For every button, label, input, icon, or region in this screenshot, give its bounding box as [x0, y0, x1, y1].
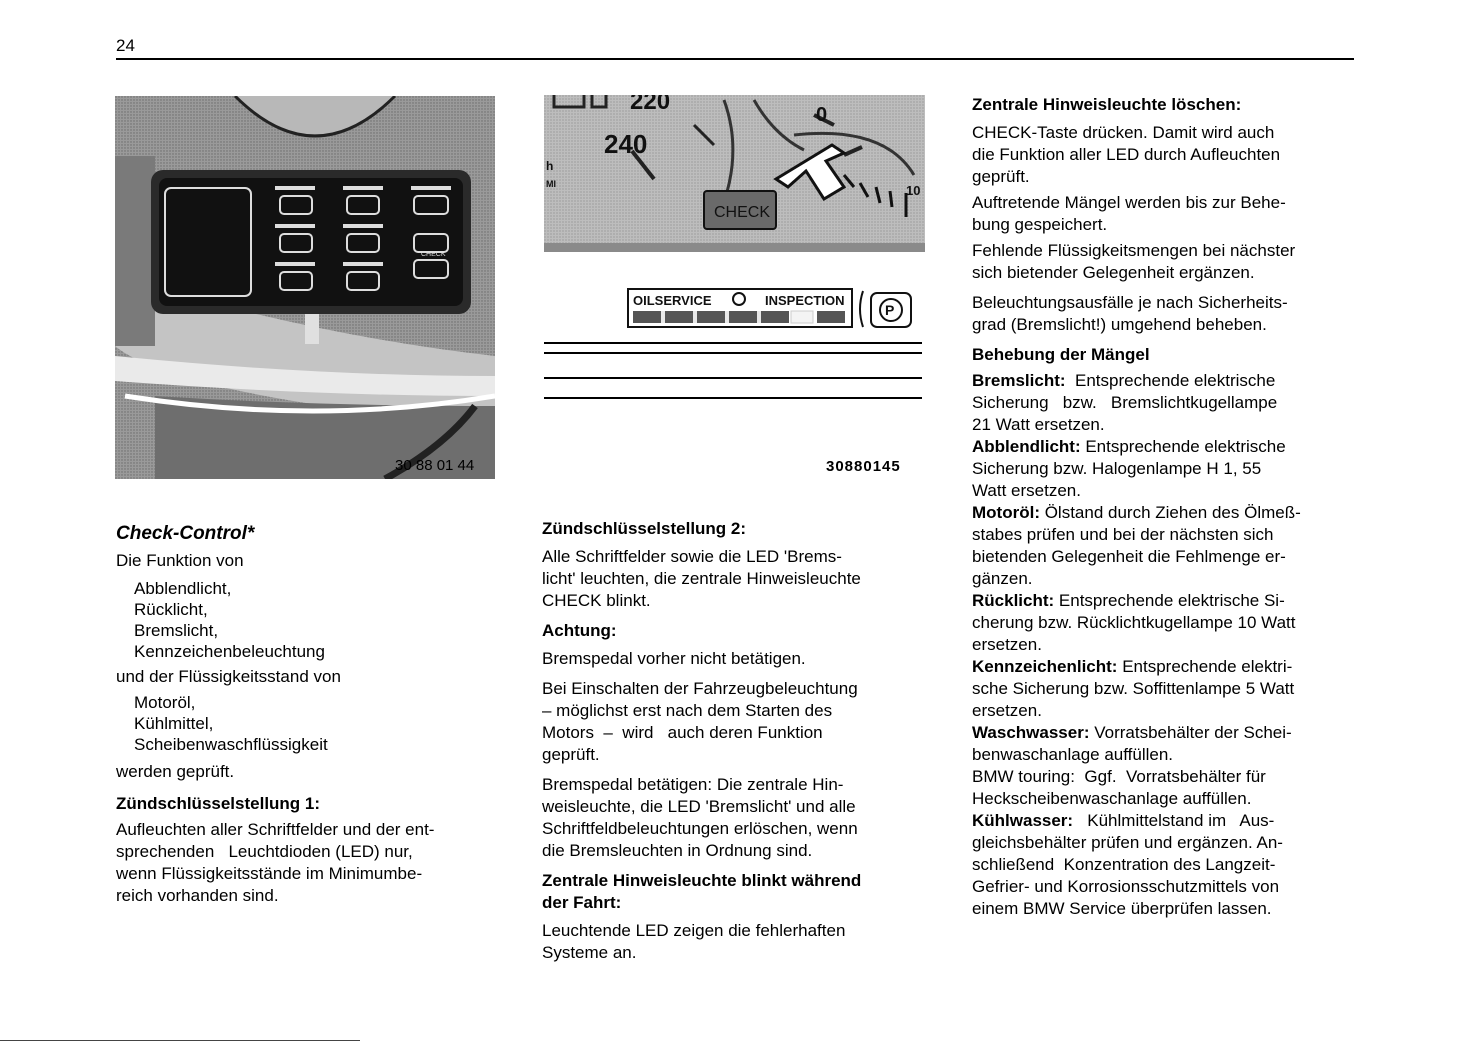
- text-line: licht' leuchten, die zentrale Hinweisleuchte: [542, 569, 861, 588]
- text-line: CHECK blinkt.: [542, 591, 651, 610]
- text-line: Sicherung bzw. Bremslichtkugellampe: [972, 393, 1278, 412]
- speed-220-label: 220: [630, 95, 671, 115]
- text-line: Alle Schriftfelder sowie die LED 'Brems-: [542, 547, 842, 566]
- text-line: Aufleuchten aller Schriftfelder und der ent-: [116, 820, 435, 839]
- park-label: P: [885, 302, 895, 318]
- text-line: die Bremsleuchten in Ordnung sind.: [542, 841, 813, 860]
- outro-text: werden geprüft.: [116, 762, 235, 781]
- oilservice-label: OILSERVICE: [633, 293, 712, 308]
- list-item: Motoröl,: [134, 693, 196, 712]
- unit-h-label: h: [546, 159, 554, 173]
- figure-rule-4: [544, 397, 922, 399]
- lights-list: [116, 578, 496, 662]
- text-line: BMW touring: Ggf. Vorratsbehälter für: [972, 767, 1266, 786]
- right-column: [972, 94, 1356, 920]
- text-line: cherung bzw. Rücklichtkugellampe 10 Watt: [972, 613, 1296, 632]
- list-item: Kennzeichenbeleuchtung: [134, 642, 325, 661]
- text-line: die Funktion aller LED durch Aufleuchten: [972, 145, 1281, 164]
- gauge-ten-label: 10: [906, 183, 921, 198]
- text-line: einem BMW Service überprüfen lassen.: [972, 899, 1272, 918]
- heading-line: Zentrale Hinweisleuchte blinkt während: [542, 871, 862, 890]
- text-line: schließend Konzentration des Langzeit-: [972, 855, 1276, 874]
- text-line: Bremspedal betätigen: Die zentrale Hin-: [542, 775, 844, 794]
- list-item: Kühlmittel,: [134, 714, 214, 733]
- text-line: Fehlende Flüssigkeitsmengen bei nächster: [972, 241, 1296, 260]
- check-button-label: CHECK: [714, 204, 771, 221]
- remedy-term: Abblendlicht:: [972, 437, 1081, 456]
- remedy-term: Kennzeichenlicht:: [972, 657, 1118, 676]
- service-indicator-figure: [627, 287, 913, 331]
- inspection-label: INSPECTION: [765, 293, 845, 308]
- remedy-term: Motoröl:: [972, 503, 1040, 522]
- text-line: Schriftfeldbeleuchtungen erlöschen, wenn: [542, 819, 858, 838]
- gauge-zero-label: 0: [816, 104, 828, 126]
- text-line: sprechenden Leuchtdioden (LED) nur,: [116, 842, 413, 861]
- unit-mi-label: MI: [546, 179, 556, 189]
- middle-column: [542, 518, 926, 964]
- text-line: Leuchtende LED zeigen die fehlerhaften: [542, 921, 846, 940]
- heading-ignition-1: Zündschlüsselstellung 1:: [116, 794, 321, 813]
- figure-label-middle: 30880145: [826, 458, 901, 475]
- list-item: Rücklicht,: [134, 600, 208, 619]
- text-line: ersetzen.: [972, 701, 1042, 720]
- text-line: CHECK-Taste drücken. Damit wird auch: [972, 123, 1275, 142]
- figure-rule-1: [544, 342, 922, 344]
- text-line: Sicherung bzw. Halogenlampe H 1, 55: [972, 459, 1262, 478]
- text-line: Entsprechende elektrische: [1065, 371, 1276, 390]
- text-line: bietenden Gelegenheit die Fehlmenge er-: [972, 547, 1286, 566]
- text-line: Watt ersetzen.: [972, 481, 1081, 500]
- remedy-term: Rücklicht:: [972, 591, 1055, 610]
- text-line: geprüft.: [542, 745, 600, 764]
- heading-line: der Fahrt:: [542, 893, 622, 912]
- heading-remedy: Behebung der Mängel: [972, 345, 1150, 364]
- heading-ignition-2: Zündschlüsselstellung 2:: [542, 519, 747, 538]
- remedy-item-washer-fluid: [972, 722, 1356, 810]
- text-line: Entsprechende elektri-: [1117, 657, 1293, 676]
- text-line: benwaschanlage auffüllen.: [972, 745, 1174, 764]
- dashboard-figure: [544, 95, 925, 252]
- heading-clear-warning: Zentrale Hinweisleuchte löschen:: [972, 95, 1242, 114]
- remedy-item-low-beam: [972, 436, 1356, 502]
- text-line: stabes prüfen und bei der nächsten sich: [972, 525, 1274, 544]
- text-line: Ölstand durch Ziehen des Ölmeß-: [1039, 503, 1301, 522]
- text-line: gleichsbehälter prüfen und ergänzen. An-: [972, 833, 1283, 852]
- page-number: 24: [116, 36, 135, 55]
- text-line: gänzen.: [972, 569, 1033, 588]
- remedy-item-brake-light: [972, 370, 1356, 436]
- text-line: grad (Bremslicht!) umgehend beheben.: [972, 315, 1267, 334]
- text-line: Heckscheibenwaschanlage auffüllen.: [972, 789, 1252, 808]
- list-item: Abblendlicht,: [134, 579, 232, 598]
- intro-text: Die Funktion von: [116, 551, 244, 570]
- remedy-item-coolant: [972, 810, 1356, 920]
- text-line: Vorratsbehälter der Schei-: [1089, 723, 1292, 742]
- fluids-list: [116, 692, 496, 755]
- text-line: Beleuchtungsausfälle je nach Sicherheits-: [972, 293, 1288, 312]
- text-line: Bei Einschalten der Fahrzeugbeleuchtung: [542, 679, 858, 698]
- remedy-item-licence-plate-light: [972, 656, 1356, 722]
- check-control-panel-figure: [115, 96, 495, 479]
- remedy-item-engine-oil: [972, 502, 1356, 590]
- text-line: bung gespeichert.: [972, 215, 1108, 234]
- remedy-item-tail-light: [972, 590, 1356, 656]
- figure-rule-2: [544, 352, 922, 354]
- text-line: 21 Watt ersetzen.: [972, 415, 1105, 434]
- text-line: – möglichst erst nach dem Starten des: [542, 701, 833, 720]
- header-rule: [116, 58, 1354, 60]
- mid-text: und der Flüssigkeitsstand von: [116, 667, 341, 686]
- text-line: Kühlmittelstand im Aus-: [1073, 811, 1275, 830]
- text-line: geprüft.: [972, 167, 1030, 186]
- text-line: Systeme an.: [542, 943, 637, 962]
- text-line: Motors – wird auch deren Funktion: [542, 723, 823, 742]
- figure-label-left: 30 88 01 44: [395, 457, 475, 474]
- section-title: Check-Control*: [116, 523, 255, 544]
- remedy-term: Bremslicht:: [972, 371, 1066, 390]
- text-line: weisleuchte, die LED 'Bremslicht' und alle: [542, 797, 856, 816]
- text-line: Gefrier- und Korrosionsschutzmittels von: [972, 877, 1280, 896]
- text-line: Entsprechende elektrische: [1080, 437, 1286, 456]
- text-line: sich bietender Gelegenheit ergänzen.: [972, 263, 1255, 282]
- text-line: ersetzen.: [972, 635, 1042, 654]
- text-line: sche Sicherung bzw. Soffittenlampe 5 Watt: [972, 679, 1295, 698]
- remedy-term: Waschwasser:: [972, 723, 1090, 742]
- bottom-rule: [0, 1040, 360, 1041]
- text-line: reich vorhanden sind.: [116, 886, 279, 905]
- speed-240-label: 240: [604, 129, 648, 159]
- heading-attention: Achtung:: [542, 621, 617, 640]
- heading-warning-blinks: [542, 870, 926, 914]
- figure-rule-3: [544, 377, 922, 379]
- text-line: wenn Flüssigkeitsstände im Minimumbe-: [116, 864, 423, 883]
- text-line: Auftretende Mängel werden bis zur Behe-: [972, 193, 1286, 212]
- panel-check-label: CHECK: [421, 251, 446, 258]
- left-column: [116, 522, 496, 907]
- remedy-term: Kühlwasser:: [972, 811, 1074, 830]
- list-item: Scheibenwaschflüssigkeit: [134, 735, 328, 754]
- list-item: Bremslicht,: [134, 621, 219, 640]
- text-line: Bremspedal vorher nicht betätigen.: [542, 649, 806, 668]
- text-line: Entsprechende elektrische Si-: [1054, 591, 1285, 610]
